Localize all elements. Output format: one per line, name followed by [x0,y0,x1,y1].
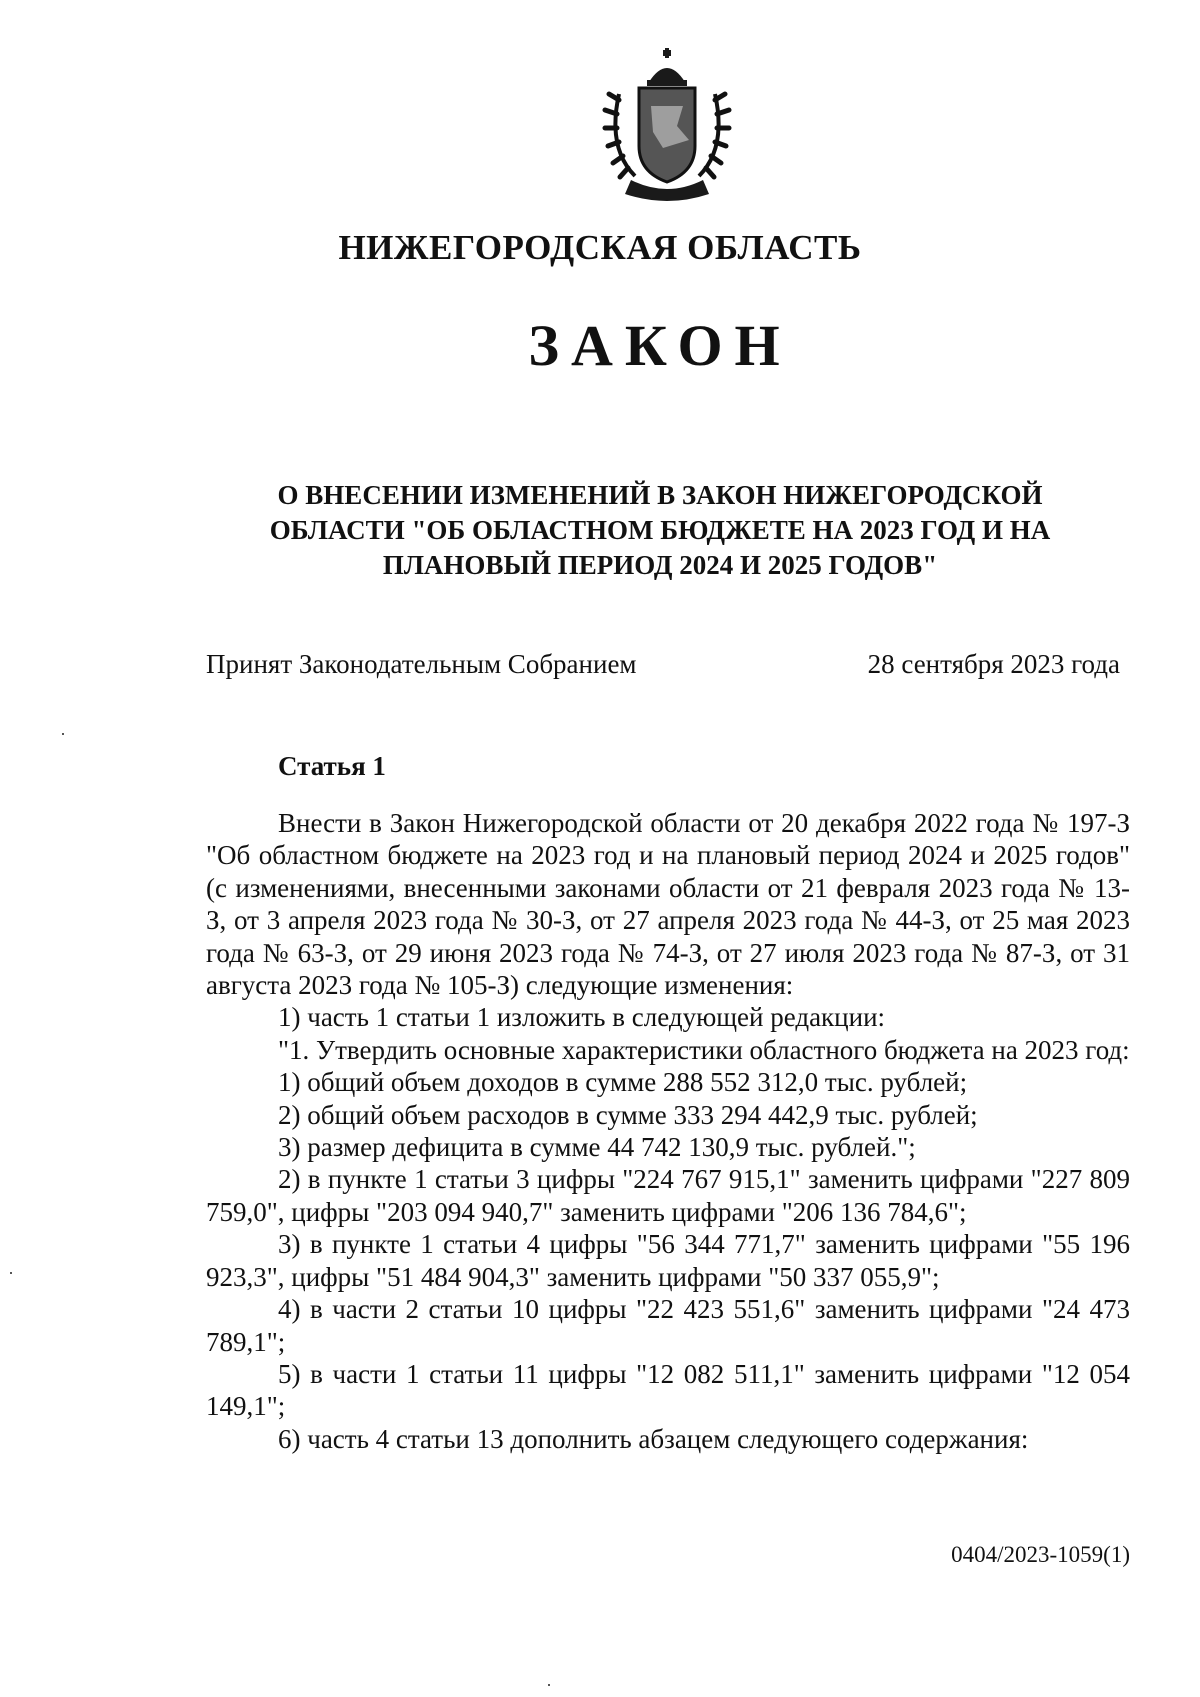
article-paragraph: 2) общий объем расходов в сумме 333 294 442,9 тыс. рублей; [278,1099,978,1130]
article-paragraph: Внести в Закон Нижегородской области от 20 декабря 2022 года № 197-З "Об областном бюджете на 2023 год и на плановый период 2024 и 2025 годов" (с изменениями, внесенными законами области от 21 февраля 2023 года № 13-З, от 3 апреля 2023 года № 30-З, от 27 апреля 2023 года № 44-З, от 25 мая 2023 года № 63-З, от 29 июня 2023 года № 74-З, от 27 июля 2023 года № 87-З, от 31 августа 2023 года № 105-З) следующие изменения: [206,808,1130,1001]
article-body [206,807,1130,1455]
article-paragraph: 1) общий объем доходов в сумме 288 552 312,0 тыс. рублей; [278,1067,968,1098]
adopted-by: Принят Законодательным Собранием [206,649,637,679]
region-name: НИЖЕГОРОДСКАЯ ОБЛАСТЬ [338,228,862,267]
scan-speck [10,1272,12,1274]
article-paragraph: 1) часть 1 статьи 1 изложить в следующей редакции: [278,1002,886,1033]
scan-speck [62,733,64,735]
document-type: ЗАКОН [528,313,792,378]
article-paragraph: 2) в пункте 1 статьи 3 цифры "224 767 915,1" заменить цифрами "227 809 759,0", цифры "203 094 940,7" заменить цифрами "206 136 784,6"; [206,1164,1130,1227]
article-paragraph: 3) размер дефицита в сумме 44 742 130,9 тыс. рублей."; [278,1132,916,1163]
article-paragraph: 4) в части 2 статьи 10 цифры "22 423 551,6" заменить цифрами "24 473 789,1"; [206,1294,1130,1357]
article-paragraph: 6) часть 4 статьи 13 дополнить абзацем следующего содержания: [278,1423,1029,1454]
article-paragraph: "1. Утвердить основные характеристики областного бюджета на 2023 год: [278,1034,1130,1065]
article-paragraph: 3) в пункте 1 статьи 4 цифры "56 344 771,7" заменить цифрами "55 196 923,3", цифры "51 484 904,3" заменить цифрами "50 337 055,9"; [206,1229,1130,1292]
document-number: 0404/2023-1059(1) [951,1542,1130,1567]
law-title: О ВНЕСЕНИИ ИЗМЕНЕНИЙ В ЗАКОН НИЖЕГОРОДСКОЙ ОБЛАСТИ "ОБ ОБЛАСТНОМ БЮДЖЕТЕ НА 2023 ГОД И НА ПЛАНОВЫЙ ПЕРИОД 2024 И 2025 ГОДОВ" [269,480,1051,580]
article-heading: Статья 1 [278,751,386,781]
adoption-date: 28 сентября 2023 года [867,649,1120,679]
coat-of-arms-icon [597,48,737,208]
scan-speck [548,1684,550,1686]
article-paragraph: 5) в части 1 статьи 11 цифры "12 082 511,1" заменить цифрами "12 054 149,1"; [206,1358,1130,1422]
